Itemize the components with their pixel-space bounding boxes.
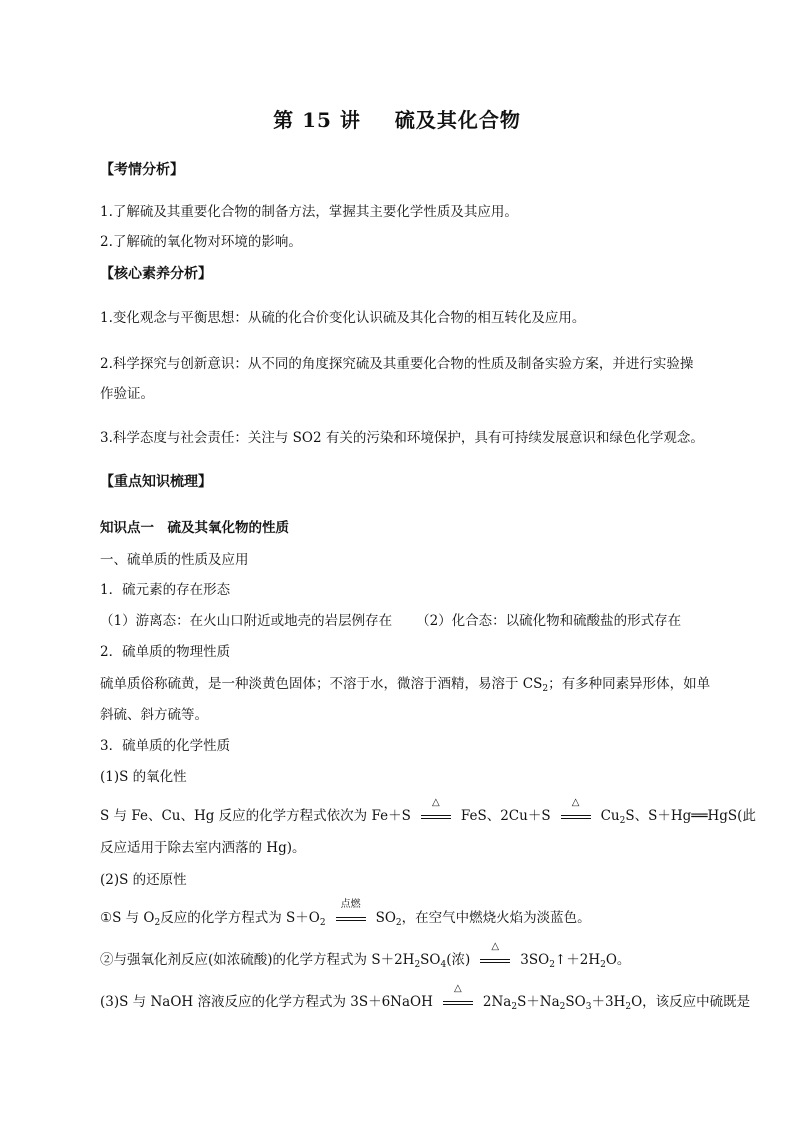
para-chemical: 3．硫单质的化学性质	[100, 738, 231, 754]
equation-conc-sulfuric: ②与强氧化剂反应(如浓硫酸)的化学方程式为 $S+2H_2SO_4$(浓) △ $3SO_2↑+2H_2O$。	[100, 941, 631, 970]
core-item-3: 3.科学态度与社会责任：关注与 SO2 有关的污染和环境保护，具有可持续发展意识和绿色化学观念。	[100, 430, 704, 446]
page-title	[0, 104, 794, 133]
core-item-2: 2.科学探究与创新意识：从不同的角度探究硫及其重要化合物的性质及制备实验方案，并进行实验操	[100, 356, 694, 372]
heat-condition: △	[557, 806, 595, 826]
equation-oxidizing: S 与 Fe、Cu、Hg 反应的化学方程式依次为 Fe＋S △ FeS、2Cu＋S △ $Cu_2S$、S＋Hg══HgS(此	[100, 797, 756, 826]
exam-item-2: 2.了解硫的氧化物对环境的影响。	[100, 234, 302, 250]
subsection-title: 一、硫单质的性质及应用	[100, 552, 249, 568]
para-reducing: (2)S 的还原性	[100, 872, 187, 888]
para-physical: 2．硫单质的物理性质	[100, 644, 231, 660]
heat-condition: △	[476, 950, 514, 970]
free-state: （1）游离态：在火山口附近或地壳的岩层例存在	[100, 613, 393, 629]
ignite-condition: 点燃	[332, 908, 370, 928]
core-literacy-heading: 【核心素养分析】	[100, 266, 212, 282]
core-item-2-cont: 作验证。	[100, 386, 154, 402]
para-existence-forms	[100, 611, 681, 631]
para-physical-desc-cont: 斜硫、斜方硫等。	[100, 707, 208, 723]
exam-analysis-heading: 【考情分析】	[100, 162, 184, 178]
lecture-topic: 硫及其化合物	[394, 108, 521, 132]
equation-combustion: ①S 与 $O_2$反应的化学方程式为 $S+O_2$ 点燃 $SO_2$，在空气中燃烧火焰为淡蓝色。	[100, 899, 591, 928]
para-physical-desc: 硫单质俗称硫黄，是一种淡黄色固体；不溶于水，微溶于酒精，易溶于 $CS_2$；有多种同素异形体，如单	[100, 676, 711, 694]
equation-oxidizing-cont: 反应适用于除去室内洒落的 Hg)。	[100, 840, 306, 856]
heat-condition: △	[439, 992, 477, 1012]
key-knowledge-heading: 【重点知识梳理】	[100, 474, 212, 490]
exam-item-1: 1.了解硫及其重要化合物的制备方法，掌握其主要化学性质及其应用。	[100, 204, 518, 220]
heat-condition: △	[417, 806, 455, 826]
knowledge-point-title: 知识点一 硫及其氧化物的性质	[100, 520, 289, 536]
para-oxidizing: (1)S 的氧化性	[100, 769, 187, 785]
equation-naoh: (3)S 与 NaOH 溶液反应的化学方程式为 3S＋6NaOH △ $2Na_2S+Na_2SO_3+3H_2O$，该反应中硫既是	[100, 983, 751, 1012]
combined-state: （2）化合态：以硫化物和硫酸盐的形式存在	[416, 613, 682, 629]
core-item-1: 1.变化观念与平衡思想：从硫的化合价变化认识硫及其化合物的相互转化及应用。	[100, 310, 586, 326]
lecture-number: 第 15 讲	[273, 108, 361, 132]
para-existence: 1．硫元素的存在形态	[100, 582, 231, 598]
